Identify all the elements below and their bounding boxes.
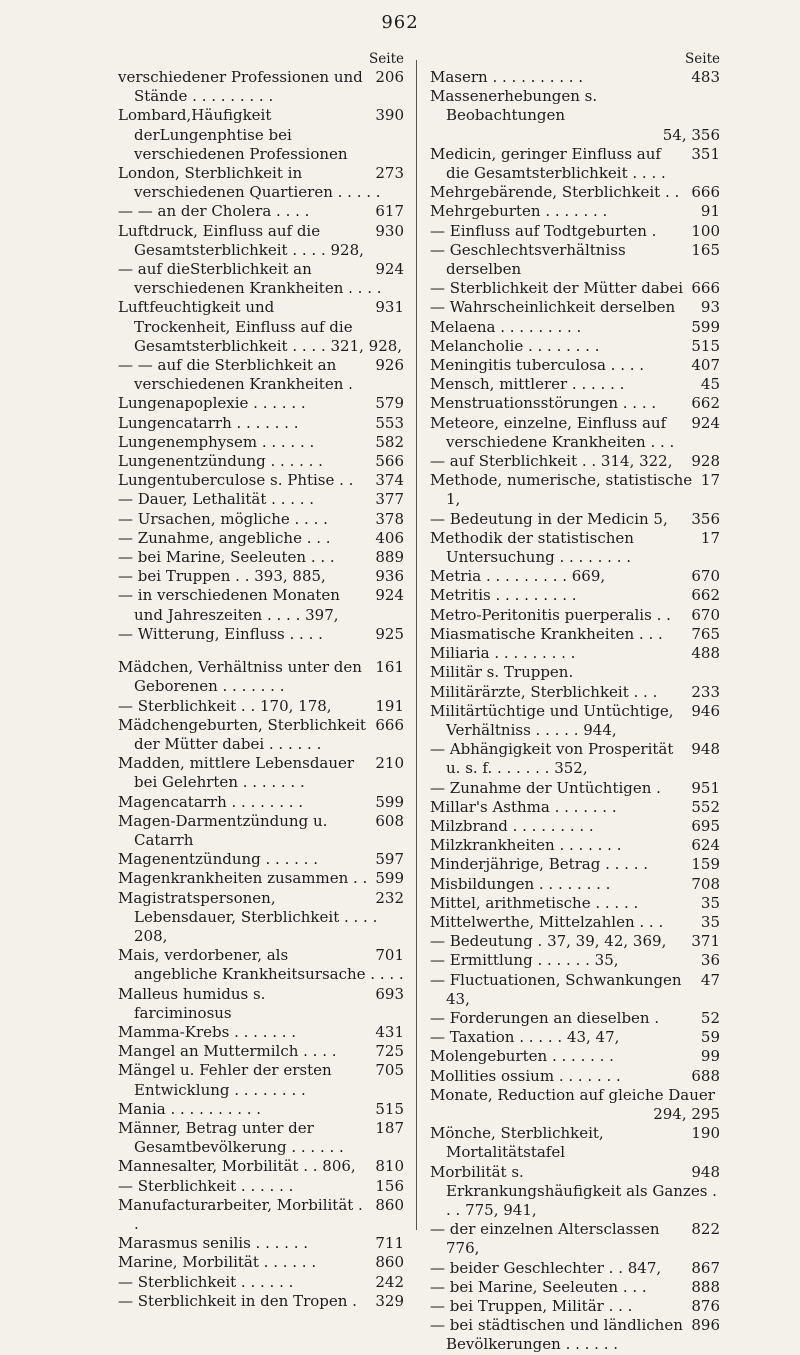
index-entry [430, 1259, 720, 1278]
index-entry [430, 356, 720, 375]
entry-term: — der einzelnen Altersclassen 776, [430, 1220, 660, 1258]
entry-page: 35 [700, 893, 720, 912]
index-entry [430, 1067, 720, 1086]
index-entry [430, 855, 720, 874]
entry-page: 191 [375, 696, 404, 715]
entry-page: 810 [375, 1157, 404, 1176]
entry-term: Monate, Reduction auf gleiche Dauer [430, 1085, 715, 1104]
entry-term: — Bedeutung in der Medicin 5, [430, 509, 668, 528]
entry-page: 822 [691, 1220, 720, 1239]
entry-term: — bei Truppen . . 393, 885, [118, 567, 326, 586]
index-entry [430, 913, 720, 932]
entry-page: 666 [691, 183, 720, 202]
entry-page: 233 [691, 682, 720, 701]
index-entry [430, 702, 720, 740]
entry-term: — — auf die Sterblichkeit an verschiedenen Krankheiten . [118, 356, 353, 394]
entry-term: Meningitis tuberculosa . . . . [430, 356, 645, 375]
entry-term: Mania . . . . . . . . . . [118, 1099, 262, 1118]
entry-page: 948 [691, 740, 720, 759]
entry-term: London, Sterblichkeit in verschiedenen Quartieren . . . . . [118, 164, 381, 202]
entry-term: Mängel u. Fehler der ersten Entwicklung . . . . . . . . [118, 1061, 332, 1099]
index-entry [430, 1220, 720, 1258]
index-entry [430, 644, 720, 663]
entry-term: Militärtüchtige und Untüchtige, Verhältniss . . . . . 944, [430, 701, 674, 739]
entry-page: 17 [700, 528, 720, 547]
entry-term: Methode, numerische, statistische 1, [430, 471, 693, 509]
entry-page: 599 [375, 792, 404, 811]
index-entry [430, 375, 720, 394]
index-entry [430, 298, 720, 317]
entry-page: 924 [375, 260, 404, 279]
index-entry [430, 625, 720, 644]
entry-page: 374 [375, 471, 404, 490]
index-entry [118, 754, 404, 792]
entry-term: verschiedener Professionen und Stände . . . . . . . . . [118, 68, 363, 106]
index-entry [118, 716, 404, 754]
entry-term: — Ermittlung . . . . . . 35, [430, 951, 619, 970]
index-entry [430, 1009, 720, 1028]
index-entry [118, 567, 404, 586]
entry-term: Marasmus senilis . . . . . . [118, 1234, 309, 1253]
entry-term: Lungenentzündung . . . . . . [118, 452, 323, 471]
entry-term: — Zunahme, angebliche . . . [118, 528, 331, 547]
index-entry [118, 985, 404, 1023]
entry-page: 351 [691, 144, 720, 163]
index-entry [118, 1119, 404, 1157]
index-entry [430, 279, 720, 298]
index-entry [430, 894, 720, 913]
index-entry [430, 606, 720, 625]
entry-term: — Sterblichkeit . . 170, 178, [118, 696, 332, 715]
entry-page: 377 [375, 490, 404, 509]
entry-page: 390 [375, 106, 404, 125]
entry-term: — Ursachen, mögliche . . . . [118, 509, 328, 528]
index-entry [430, 932, 720, 951]
index-entry [118, 529, 404, 548]
entry-page: 599 [375, 869, 404, 888]
index-entry [430, 318, 720, 337]
index-entry [118, 452, 404, 471]
index-entry [430, 798, 720, 817]
entry-page: 924 [691, 413, 720, 432]
entry-term: Lungentuberculose s. Phtise . . [118, 471, 354, 490]
entry-page: 876 [691, 1297, 720, 1315]
entry-term: — bei Marine, Seeleuten . . . [430, 1277, 647, 1296]
left-column-header: Seite [369, 51, 404, 67]
entry-page: 232 [375, 888, 404, 907]
index-entry [430, 1047, 720, 1066]
entry-page: 624 [691, 836, 720, 855]
entry-term: Mittelwerthe, Mittelzahlen . . . [430, 912, 664, 931]
entry-page: 206 [375, 68, 404, 86]
entry-page: 695 [691, 816, 720, 835]
left-column [118, 50, 404, 1311]
entry-page: 242 [375, 1272, 404, 1291]
entry-term: — Witterung, Einfluss . . . . [118, 624, 323, 643]
entry-page: 190 [691, 1124, 720, 1143]
index-entry [430, 471, 720, 509]
entry-term: — Fluctuationen, Schwankungen 43, [430, 970, 682, 1008]
index-entry [118, 1234, 404, 1253]
entry-term: — Taxation . . . . . 43, 47, [430, 1028, 620, 1047]
index-entry [118, 68, 404, 106]
index-entry [430, 1163, 720, 1221]
index-entry [118, 1292, 404, 1311]
entry-page: 552 [691, 797, 720, 816]
entry-term: — Geschlechtsverhältniss derselben [430, 240, 626, 279]
index-entry [430, 394, 720, 413]
index-entry [430, 567, 720, 586]
index-entry [430, 1297, 720, 1316]
index-entry [430, 971, 720, 1009]
index-entry [118, 1157, 404, 1176]
entry-page: 617 [375, 202, 404, 221]
entry-page: 670 [691, 567, 720, 586]
entry-term: Magistratspersonen, Lebensdauer, Sterblichkeit . . . . 208, [118, 888, 378, 945]
entry-term: Mangel an Muttermilch . . . . [118, 1042, 337, 1061]
entry-term: — Forderungen an dieselben . [430, 1008, 660, 1027]
entry-page: 406 [375, 528, 404, 547]
entry-term: Lungenapoplexie . . . . . . [118, 394, 306, 413]
index-entry [430, 1028, 720, 1047]
index-entry [430, 779, 720, 798]
entry-page: 582 [375, 432, 404, 451]
index-entry [430, 222, 720, 241]
entry-term: Miasmatische Krankheiten . . . [430, 624, 663, 643]
index-entry [430, 1086, 720, 1124]
entry-page: 47 [700, 970, 720, 989]
entry-page: 662 [691, 586, 720, 605]
entry-term: Mehrgebärende, Sterblichkeit . . [430, 183, 680, 202]
index-entry [118, 658, 404, 696]
entry-page: 688 [691, 1066, 720, 1085]
index-entry [430, 951, 720, 970]
entry-page: 860 [375, 1195, 404, 1214]
index-entry [430, 1316, 720, 1354]
index-entry [118, 356, 404, 394]
index-entry [430, 337, 720, 356]
index-entry [430, 87, 720, 145]
entry-term: Magencatarrh . . . . . . . . [118, 792, 304, 811]
entry-term: — bei Truppen, Militär . . . [430, 1297, 633, 1315]
right-column [430, 50, 720, 1355]
entry-term: Medicin, geringer Einfluss auf die Gesamtsterblichkeit . . . . [430, 144, 666, 183]
entry-term: Lombard,Häufigkeit derLungenphtise bei verschiedenen Professionen [118, 106, 348, 163]
entry-term: Methodik der statistischen Untersuchung . . . . . . . . [430, 528, 634, 567]
index-entry [118, 548, 404, 567]
entry-term: — Bedeutung . 37, 39, 42, 369, [430, 932, 667, 951]
entry-term: Militär s. Truppen. [430, 663, 574, 682]
entry-term: — Sterblichkeit . . . . . . [118, 1176, 294, 1195]
entry-term: Mittel, arithmetische . . . . . [430, 893, 639, 912]
entry-page: 566 [375, 452, 404, 471]
entry-page: 579 [375, 394, 404, 413]
index-entry [430, 452, 720, 471]
entry-page: 931 [375, 298, 404, 317]
entry-page: 553 [375, 413, 404, 432]
index-entry [430, 145, 720, 183]
entry-term: Minderjährige, Betrag . . . . . [430, 855, 649, 874]
index-entry [118, 1023, 404, 1042]
entry-term: Morbilität s. Erkrankungshäufigkeit als Ganzes . . . 775, 941, [430, 1162, 717, 1219]
entry-page: 515 [375, 1099, 404, 1118]
index-entry [430, 663, 720, 682]
index-entry [118, 510, 404, 529]
entry-page: 99 [700, 1047, 720, 1066]
entry-term: — auf Sterblichkeit . . 314, 322, [430, 452, 673, 471]
index-entry [118, 202, 404, 221]
entry-term: — Einfluss auf Todtgeburten . [430, 221, 657, 240]
entry-term: Manufacturarbeiter, Morbilität . . [118, 1195, 363, 1233]
entry-page: 100 [691, 221, 720, 240]
entry-term: Mädchengeburten, Sterblichkeit der Mütter dabei . . . . . . [118, 715, 366, 753]
entry-page: 701 [375, 946, 404, 965]
index-entry [118, 625, 404, 644]
entry-term: Mönche, Sterblichkeit, Mortalitätstafel [430, 1124, 604, 1162]
index-entry [430, 875, 720, 894]
entry-page: 765 [691, 624, 720, 643]
entry-term: Misbildungen . . . . . . . . [430, 874, 611, 893]
entry-term: Mädchen, Verhältniss unter den Geborenen . . . . . . . [118, 658, 362, 696]
index-entry [430, 202, 720, 221]
index-entry [430, 1278, 720, 1297]
entry-page: 156 [375, 1176, 404, 1195]
entry-page: 45 [700, 375, 720, 394]
entry-page: 925 [375, 624, 404, 643]
entry-term: Luftfeuchtigkeit und Trockenheit, Einfluss auf die Gesamtsterblichkeit . . . . 321, 928, [118, 298, 403, 355]
index-entry [118, 1061, 404, 1099]
entry-term: Mollities ossium . . . . . . . [430, 1066, 621, 1085]
entry-term: Mannesalter, Morbilität . . 806, [118, 1157, 356, 1176]
entry-page: 52 [700, 1008, 720, 1027]
entry-term: Magenkrankheiten zusammen . . [118, 869, 368, 888]
entry-page: 928 [691, 452, 720, 471]
entry-page: 273 [375, 164, 404, 183]
entry-term: Metritis . . . . . . . . . [430, 586, 577, 605]
entry-term: Militärärzte, Sterblichkeit . . . [430, 682, 658, 701]
entry-term: Magen-Darmentzündung u. Catarrh [118, 811, 328, 849]
entry-page: 187 [375, 1118, 404, 1137]
entry-term: — — an der Cholera . . . . [118, 202, 310, 221]
entry-page: 662 [691, 394, 720, 413]
entry-term: Mamma-Krebs . . . . . . . [118, 1022, 297, 1041]
entry-term: Lungenemphysem . . . . . . [118, 432, 315, 451]
entry-page: 693 [375, 984, 404, 1003]
entry-term: — in verschiedenen Monaten und Jahreszeiten . . . . 397, [118, 586, 340, 624]
entry-term: Madden, mittlere Lebensdauer bei Gelehrten . . . . . . . [118, 754, 355, 792]
entry-page: 161 [375, 658, 404, 677]
index-entry [430, 241, 720, 279]
entry-page: 378 [375, 509, 404, 528]
index-entry [118, 1196, 404, 1234]
entry-term: — Wahrscheinlichkeit derselben [430, 298, 676, 317]
entry-term: Meteore, einzelne, Einfluss auf verschiedene Krankheiten . . . [430, 413, 675, 451]
entry-term: Männer, Betrag unter der Gesamtbevölkerung . . . . . . [118, 1118, 344, 1157]
index-entry [118, 298, 404, 356]
entry-page: 708 [691, 874, 720, 893]
entry-term: — Zunahme der Untüchtigen . [430, 778, 661, 797]
index-entry [118, 1177, 404, 1196]
index-entry [430, 836, 720, 855]
entry-page: 59 [700, 1028, 720, 1047]
index-entry [118, 490, 404, 509]
entry-term: — Abhängigkeit von Prosperität u. s. f. . . . . . . 352, [430, 740, 674, 778]
entry-term: Molengeburten . . . . . . . [430, 1047, 614, 1066]
index-entry [118, 1042, 404, 1061]
entry-term: Magenentzündung . . . . . . [118, 850, 318, 869]
entry-term: Mais, verdorbener, als angebliche Krankheitsursache . . . . [118, 946, 404, 984]
entry-page: 705 [375, 1061, 404, 1080]
entry-page: 889 [375, 548, 404, 567]
entry-term: Marine, Morbilität . . . . . . [118, 1253, 317, 1272]
entry-page: 17 [700, 471, 720, 490]
entry-page: 93 [700, 298, 720, 317]
entry-term: Metria . . . . . . . . . 669, [430, 567, 606, 586]
entry-page: 483 [691, 68, 720, 86]
entry-term: Milzbrand . . . . . . . . . [430, 816, 594, 835]
entry-page: 165 [691, 240, 720, 259]
index-entry [118, 946, 404, 984]
entry-term: Miliaria . . . . . . . . . [430, 644, 576, 663]
entry-page: 515 [691, 336, 720, 355]
entry-page: 948 [691, 1162, 720, 1181]
entry-page: 159 [691, 855, 720, 874]
entry-term: — bei städtischen und ländlichen Bevölkerungen . . . . . . [430, 1316, 683, 1354]
entry-term: Luftdruck, Einfluss auf die Gesamtsterblichkeit . . . . 928, [118, 221, 364, 259]
index-entry [430, 586, 720, 605]
entry-page: 431 [375, 1022, 404, 1041]
entry-term: Masern . . . . . . . . . . [430, 68, 584, 86]
entry-page: 356 [691, 509, 720, 528]
index-entry [118, 889, 404, 947]
index-entry [118, 1273, 404, 1292]
entry-page: 888 [691, 1277, 720, 1296]
entry-page: 711 [375, 1234, 404, 1253]
right-column-header: Seite [685, 51, 720, 67]
index-entry [430, 740, 720, 778]
index-entry [118, 164, 404, 202]
entry-page: 860 [375, 1253, 404, 1272]
entry-term: Mensch, mittlerer . . . . . . [430, 375, 625, 394]
entry-page: 54, 356 [662, 125, 720, 144]
entry-page: 371 [691, 932, 720, 951]
section-gap [118, 644, 404, 658]
entry-page: 407 [691, 356, 720, 375]
entry-term: Melancholie . . . . . . . . [430, 336, 600, 355]
index-entry [118, 850, 404, 869]
entry-page: 896 [691, 1316, 720, 1335]
entry-page: 725 [375, 1042, 404, 1061]
entry-page: 924 [375, 586, 404, 605]
entry-page: 951 [691, 778, 720, 797]
entry-term: — auf dieSterblichkeit an verschiedenen Krankheiten . . . . [118, 260, 382, 298]
entry-page: 35 [700, 912, 720, 931]
index-entry [430, 1124, 720, 1162]
column-divider [416, 60, 417, 1230]
entry-page: 294, 295 [653, 1104, 720, 1123]
index-entry [430, 683, 720, 702]
index-entry [430, 68, 720, 87]
entry-term: Malleus humidus s. farciminosus [118, 984, 266, 1022]
entry-page: 608 [375, 811, 404, 830]
entry-term: — Sterblichkeit der Mütter dabei [430, 279, 684, 298]
index-entry [118, 697, 404, 716]
entry-term: — Dauer, Lethalität . . . . . [118, 490, 315, 509]
entry-term: Menstruationsstörungen . . . . [430, 394, 657, 413]
index-entry [430, 510, 720, 529]
entry-page: 946 [691, 701, 720, 720]
entry-page: 926 [375, 356, 404, 375]
index-entry [118, 106, 404, 164]
index-entry [118, 260, 404, 298]
entry-term: Massenerhebungen s. Beobachtungen [430, 87, 598, 125]
entry-term: — Sterblichkeit . . . . . . [118, 1272, 294, 1291]
entry-term: Melaena . . . . . . . . . [430, 317, 582, 336]
entry-term: Metro-Peritonitis puerperalis . . [430, 605, 671, 624]
index-entry [430, 817, 720, 836]
entry-page: 867 [691, 1258, 720, 1277]
entry-page: 936 [375, 567, 404, 586]
index-entry [118, 586, 404, 624]
page-number: 962 [381, 12, 419, 33]
index-entry [118, 812, 404, 850]
index-entry [118, 793, 404, 812]
entry-page: 210 [375, 754, 404, 773]
entry-page: 599 [691, 317, 720, 336]
entry-term: Mehrgeburten . . . . . . . [430, 202, 608, 221]
entry-term: — Sterblichkeit in den Tropen . [118, 1291, 357, 1310]
index-entry [118, 433, 404, 452]
entry-term: Millar's Asthma . . . . . . . [430, 797, 617, 816]
entry-page: 670 [691, 605, 720, 624]
index-entry [430, 414, 720, 452]
entry-page: 488 [691, 644, 720, 663]
index-entry [118, 1253, 404, 1272]
index-entry [430, 529, 720, 567]
index-entry [118, 869, 404, 888]
index-entry [118, 471, 404, 490]
entry-term: — beider Geschlechter . . 847, [430, 1258, 662, 1277]
entry-page: 597 [375, 850, 404, 869]
entry-page: 666 [691, 279, 720, 298]
entry-page: 91 [700, 202, 720, 221]
entry-page: 329 [375, 1291, 404, 1310]
index-entry [118, 222, 404, 260]
index-entry [430, 183, 720, 202]
entry-term: — bei Marine, Seeleuten . . . [118, 548, 335, 567]
entry-page: 930 [375, 221, 404, 240]
index-entry [118, 414, 404, 433]
entry-term: Milzkrankheiten . . . . . . . [430, 836, 622, 855]
index-entry [118, 394, 404, 413]
entry-page: 36 [700, 951, 720, 970]
entry-page: 666 [375, 715, 404, 734]
index-entry [118, 1100, 404, 1119]
entry-term: Lungencatarrh . . . . . . . [118, 413, 299, 432]
